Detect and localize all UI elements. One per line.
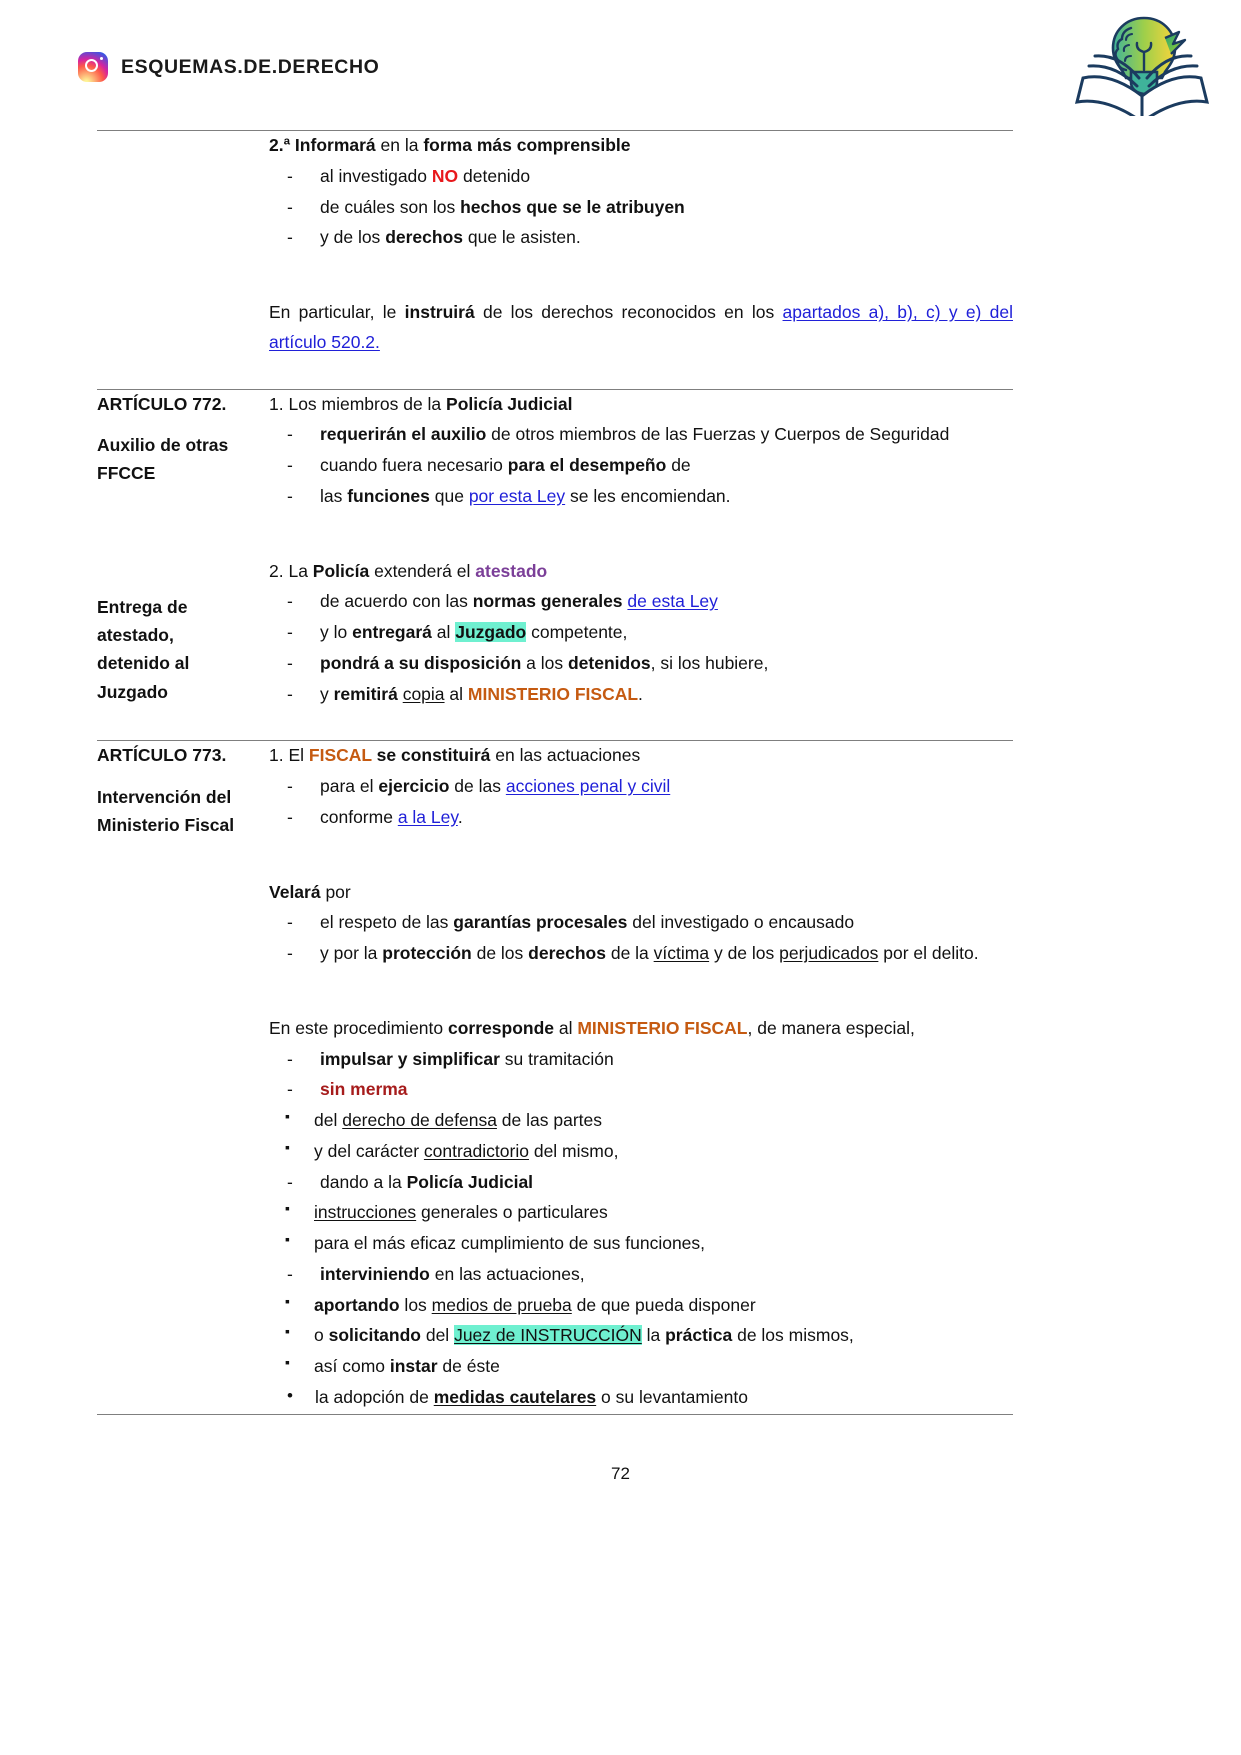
table-row bbox=[97, 741, 1013, 1414]
para-text: 1. El bbox=[269, 745, 309, 766]
item-bold: garantías procesales bbox=[453, 912, 628, 933]
underline-copia: copia bbox=[402, 683, 445, 704]
item-bold: ejercicio bbox=[378, 776, 450, 796]
item-text: y de los bbox=[709, 943, 780, 963]
lead-plain-b: en la bbox=[375, 135, 424, 155]
item-text: competente, bbox=[526, 622, 628, 642]
item-text: . bbox=[638, 683, 643, 704]
accent-atestado: atestado bbox=[475, 560, 548, 581]
article-subtitle-line: Entrega de bbox=[97, 596, 188, 617]
list-item bbox=[269, 649, 1013, 679]
table-row bbox=[97, 131, 1013, 390]
list-item bbox=[269, 680, 1013, 710]
list-item bbox=[269, 1045, 1013, 1075]
item-bold: para el desempeño bbox=[507, 455, 667, 475]
row-body-cell bbox=[269, 131, 1013, 390]
dash-list bbox=[269, 420, 1013, 511]
row-body-cell bbox=[269, 389, 1013, 741]
list-item bbox=[269, 803, 1013, 833]
list-item bbox=[269, 1321, 1013, 1351]
item-bold: práctica bbox=[665, 1325, 733, 1346]
highlight-juzgado: Juzgado bbox=[455, 622, 527, 642]
list-item bbox=[269, 939, 1013, 969]
list-item bbox=[269, 482, 1013, 512]
item-text: a los bbox=[521, 652, 568, 673]
item-text: del mismo, bbox=[528, 1140, 619, 1161]
item-text: del investigado o encausado bbox=[627, 912, 855, 933]
dash-list bbox=[269, 162, 1013, 253]
para-text: 2. La bbox=[269, 560, 313, 581]
instagram-icon bbox=[78, 52, 108, 82]
item-text: que le asisten. bbox=[463, 227, 581, 248]
page-number: 72 bbox=[611, 1464, 630, 1483]
para-text: de los derechos reconocidos en los bbox=[474, 302, 783, 322]
list-item bbox=[269, 1168, 1013, 1198]
item-bold: normas generales bbox=[472, 591, 623, 612]
list-item bbox=[269, 587, 1013, 617]
row-label-cell-empty bbox=[97, 131, 269, 390]
item-text: y por la bbox=[320, 943, 383, 963]
list-item bbox=[269, 772, 1013, 802]
item-text: al bbox=[431, 622, 456, 642]
item-text: de éste bbox=[437, 1356, 500, 1376]
article-subtitle-line: detenido al bbox=[97, 653, 190, 674]
item-text: , si los hubiere, bbox=[650, 652, 769, 673]
list-item bbox=[269, 193, 1013, 223]
item-text: que bbox=[429, 485, 469, 506]
item-text: su tramitación bbox=[499, 1048, 614, 1069]
lead-bold-a: 2.ª Informará bbox=[269, 135, 376, 155]
item-text: la bbox=[641, 1325, 666, 1346]
dash-list bbox=[269, 908, 1013, 969]
accent-fiscal: FISCAL bbox=[308, 745, 372, 766]
table-row bbox=[97, 389, 1013, 741]
article-number: ARTÍCULO 772. bbox=[97, 393, 227, 414]
item-text: y del carácter bbox=[314, 1140, 424, 1161]
item-text: y lo bbox=[320, 622, 353, 642]
article-number: ARTÍCULO 773. bbox=[97, 745, 227, 766]
accent-no: NO bbox=[431, 165, 459, 186]
item-text: generales o particulares bbox=[416, 1202, 608, 1223]
para-text: al bbox=[554, 1017, 578, 1038]
dash-list bbox=[269, 1260, 1013, 1290]
item-text: la adopción de bbox=[315, 1386, 434, 1407]
underline-instrucciones: instrucciones bbox=[314, 1202, 417, 1223]
item-text: los bbox=[399, 1294, 432, 1315]
paragraph-en-este-procedimiento bbox=[269, 1014, 1013, 1044]
spacer bbox=[269, 710, 1013, 740]
para-text: por bbox=[320, 881, 351, 902]
item-bold: protección bbox=[382, 943, 472, 963]
item-text: al investigado bbox=[320, 165, 432, 186]
item-text: al bbox=[444, 683, 468, 704]
list-item bbox=[269, 1198, 1013, 1228]
item-text: de las partes bbox=[496, 1110, 602, 1130]
para-text: En particular, le bbox=[269, 302, 405, 322]
dash-list bbox=[269, 772, 1013, 833]
spacer bbox=[269, 254, 1013, 298]
item-text: dando a la bbox=[320, 1171, 407, 1192]
list-item bbox=[269, 1137, 1013, 1167]
underline-perjudicados: perjudicados bbox=[779, 943, 879, 963]
article-title-line: Ministerio Fiscal bbox=[97, 814, 235, 835]
list-item bbox=[269, 1106, 1013, 1136]
numbered-paragraph-1 bbox=[269, 390, 1013, 420]
item-text: o su levantamiento bbox=[596, 1386, 748, 1407]
article-subtitle-line: Juzgado bbox=[97, 681, 168, 702]
item-bold: detenidos bbox=[567, 652, 651, 673]
list-item bbox=[269, 1383, 1013, 1413]
para-bold: instruirá bbox=[404, 302, 475, 322]
article-title-line: Intervención del bbox=[97, 786, 232, 807]
para-text: extenderá el bbox=[369, 560, 476, 581]
item-text: . bbox=[457, 806, 463, 827]
link-acciones-penal-civil[interactable]: acciones penal y civil bbox=[505, 776, 671, 796]
para-text: , de manera especial, bbox=[747, 1017, 915, 1038]
item-text: por el delito. bbox=[878, 943, 979, 963]
articles-table bbox=[97, 130, 1013, 1415]
lead-bold-c: forma más comprensible bbox=[423, 135, 631, 155]
dash-list bbox=[269, 1168, 1013, 1198]
spacer bbox=[269, 359, 1013, 389]
list-item bbox=[269, 1260, 1013, 1290]
accent-ministerio-fiscal: MINISTERIO FISCAL bbox=[577, 1017, 748, 1038]
spacer bbox=[269, 970, 1013, 1014]
item-text: o bbox=[314, 1325, 329, 1346]
item-text: para el bbox=[320, 776, 379, 796]
item-bold: derechos bbox=[385, 227, 463, 248]
item-bold: funciones bbox=[347, 485, 430, 506]
item-text: de las bbox=[449, 776, 506, 796]
brand-instagram-handle bbox=[78, 52, 379, 82]
item-text: de los bbox=[471, 943, 529, 963]
dash-list bbox=[269, 587, 1013, 709]
item-bold: hechos que se le atribuyen bbox=[460, 196, 685, 217]
para-bold: Policía Judicial bbox=[446, 393, 573, 414]
list-item bbox=[269, 1291, 1013, 1321]
list-item bbox=[269, 162, 1013, 192]
list-item bbox=[269, 1352, 1013, 1382]
item-bold: requerirán el auxilio bbox=[320, 424, 487, 445]
item-bold: pondrá a su disposición bbox=[320, 652, 522, 673]
underline-contradictorio: contradictorio bbox=[423, 1140, 529, 1161]
item-text: de que pueda disponer bbox=[571, 1294, 756, 1315]
list-item bbox=[269, 1229, 1013, 1259]
para-bold: corresponde bbox=[448, 1017, 554, 1038]
item-text: detenido bbox=[458, 165, 531, 186]
spacer bbox=[269, 513, 1013, 557]
item-text: así como bbox=[314, 1356, 390, 1376]
dash-list bbox=[269, 1045, 1013, 1106]
lead-paragraph bbox=[269, 131, 1013, 161]
square-list bbox=[269, 1106, 1013, 1167]
para-bold: se constituirá bbox=[371, 745, 491, 766]
item-bold: entregará bbox=[352, 622, 432, 642]
underline-medios-prueba: medios de prueba bbox=[431, 1294, 572, 1315]
item-bold: remitirá bbox=[333, 683, 398, 704]
list-item bbox=[269, 908, 1013, 938]
brand-text: ESQUEMAS.DE.DERECHO bbox=[121, 55, 380, 78]
square-list bbox=[269, 1198, 1013, 1259]
list-item bbox=[269, 1075, 1013, 1105]
underline-derecho-defensa: derecho de defensa bbox=[342, 1110, 497, 1130]
row-label-cell-773 bbox=[97, 741, 269, 1414]
item-text: las bbox=[320, 485, 348, 506]
item-text: de los mismos, bbox=[732, 1325, 854, 1346]
para-bold: Policía bbox=[312, 560, 370, 581]
link-a-la-ley[interactable]: a la Ley bbox=[397, 806, 458, 827]
list-item bbox=[269, 223, 1013, 253]
highlight-juez-instruccion: Juez de INSTRUCCIÓN bbox=[454, 1325, 642, 1346]
para-text: En este procedimiento bbox=[269, 1017, 448, 1038]
accent-sin-merma: sin merma bbox=[320, 1079, 408, 1100]
underline-victima: víctima bbox=[653, 943, 710, 963]
spacer bbox=[97, 501, 269, 593]
item-text: de bbox=[666, 455, 691, 475]
spacer bbox=[269, 834, 1013, 878]
link-por-esta-ley[interactable]: por esta Ley bbox=[468, 485, 566, 506]
item-bold: aportando bbox=[314, 1294, 400, 1315]
item-text: para el más eficaz cumplimiento de sus funciones, bbox=[314, 1233, 706, 1253]
article-title-line: FFCCE bbox=[97, 463, 156, 484]
list-item bbox=[269, 618, 1013, 648]
item-bold: Policía Judicial bbox=[406, 1171, 534, 1192]
link-apartados-520[interactable]: apartados a), b), c) y e) del artículo 520.2. bbox=[269, 302, 1013, 352]
item-text: de otros miembros de las Fuerzas y Cuerpos de Seguridad bbox=[486, 424, 950, 445]
item-text: conforme bbox=[320, 806, 398, 827]
item-text: y de los bbox=[320, 227, 386, 248]
article-subtitle-line: atestado, bbox=[97, 624, 174, 645]
para-text: 1. Los miembros de la bbox=[269, 393, 447, 414]
item-bold: impulsar y simplificar bbox=[320, 1048, 500, 1069]
page-header bbox=[0, 0, 1241, 125]
accent-ministerio-fiscal: MINISTERIO FISCAL bbox=[467, 683, 639, 704]
list-item bbox=[269, 451, 1013, 481]
bullet-list bbox=[269, 1383, 1013, 1413]
link-de-esta-ley[interactable]: de esta Ley bbox=[627, 591, 718, 612]
list-item bbox=[269, 420, 1013, 450]
item-text: y bbox=[320, 683, 334, 704]
row-label-cell-772 bbox=[97, 389, 269, 741]
item-text: se les encomiendan. bbox=[565, 485, 731, 506]
paragraph-en-particular bbox=[269, 298, 1013, 358]
underline-medidas-cautelares: medidas cautelares bbox=[433, 1386, 597, 1407]
paragraph-velara bbox=[269, 878, 1013, 908]
para-bold: Velará bbox=[269, 881, 321, 902]
item-bold: solicitando bbox=[328, 1325, 421, 1346]
item-text: de acuerdo con las bbox=[320, 591, 473, 612]
para-text: en las actuaciones bbox=[490, 745, 641, 766]
row-body-cell bbox=[269, 741, 1013, 1414]
item-bold: derechos bbox=[528, 943, 606, 963]
brain-lightbulb-book-logo bbox=[1069, 8, 1219, 116]
numbered-paragraph-2 bbox=[269, 557, 1013, 587]
item-text: del bbox=[420, 1325, 455, 1346]
item-text: del bbox=[314, 1110, 343, 1130]
item-bold: instar bbox=[389, 1356, 438, 1376]
square-list bbox=[269, 1291, 1013, 1382]
item-text: de la bbox=[605, 943, 654, 963]
item-text: el respeto de las bbox=[320, 912, 454, 933]
item-bold: interviniendo bbox=[320, 1263, 430, 1284]
numbered-paragraph-1 bbox=[269, 741, 1013, 771]
article-title-line: Auxilio de otras bbox=[97, 434, 229, 455]
item-text: en las actuaciones, bbox=[429, 1263, 585, 1284]
item-text: cuando fuera necesario bbox=[320, 455, 508, 475]
item-text: de cuáles son los bbox=[320, 196, 461, 217]
